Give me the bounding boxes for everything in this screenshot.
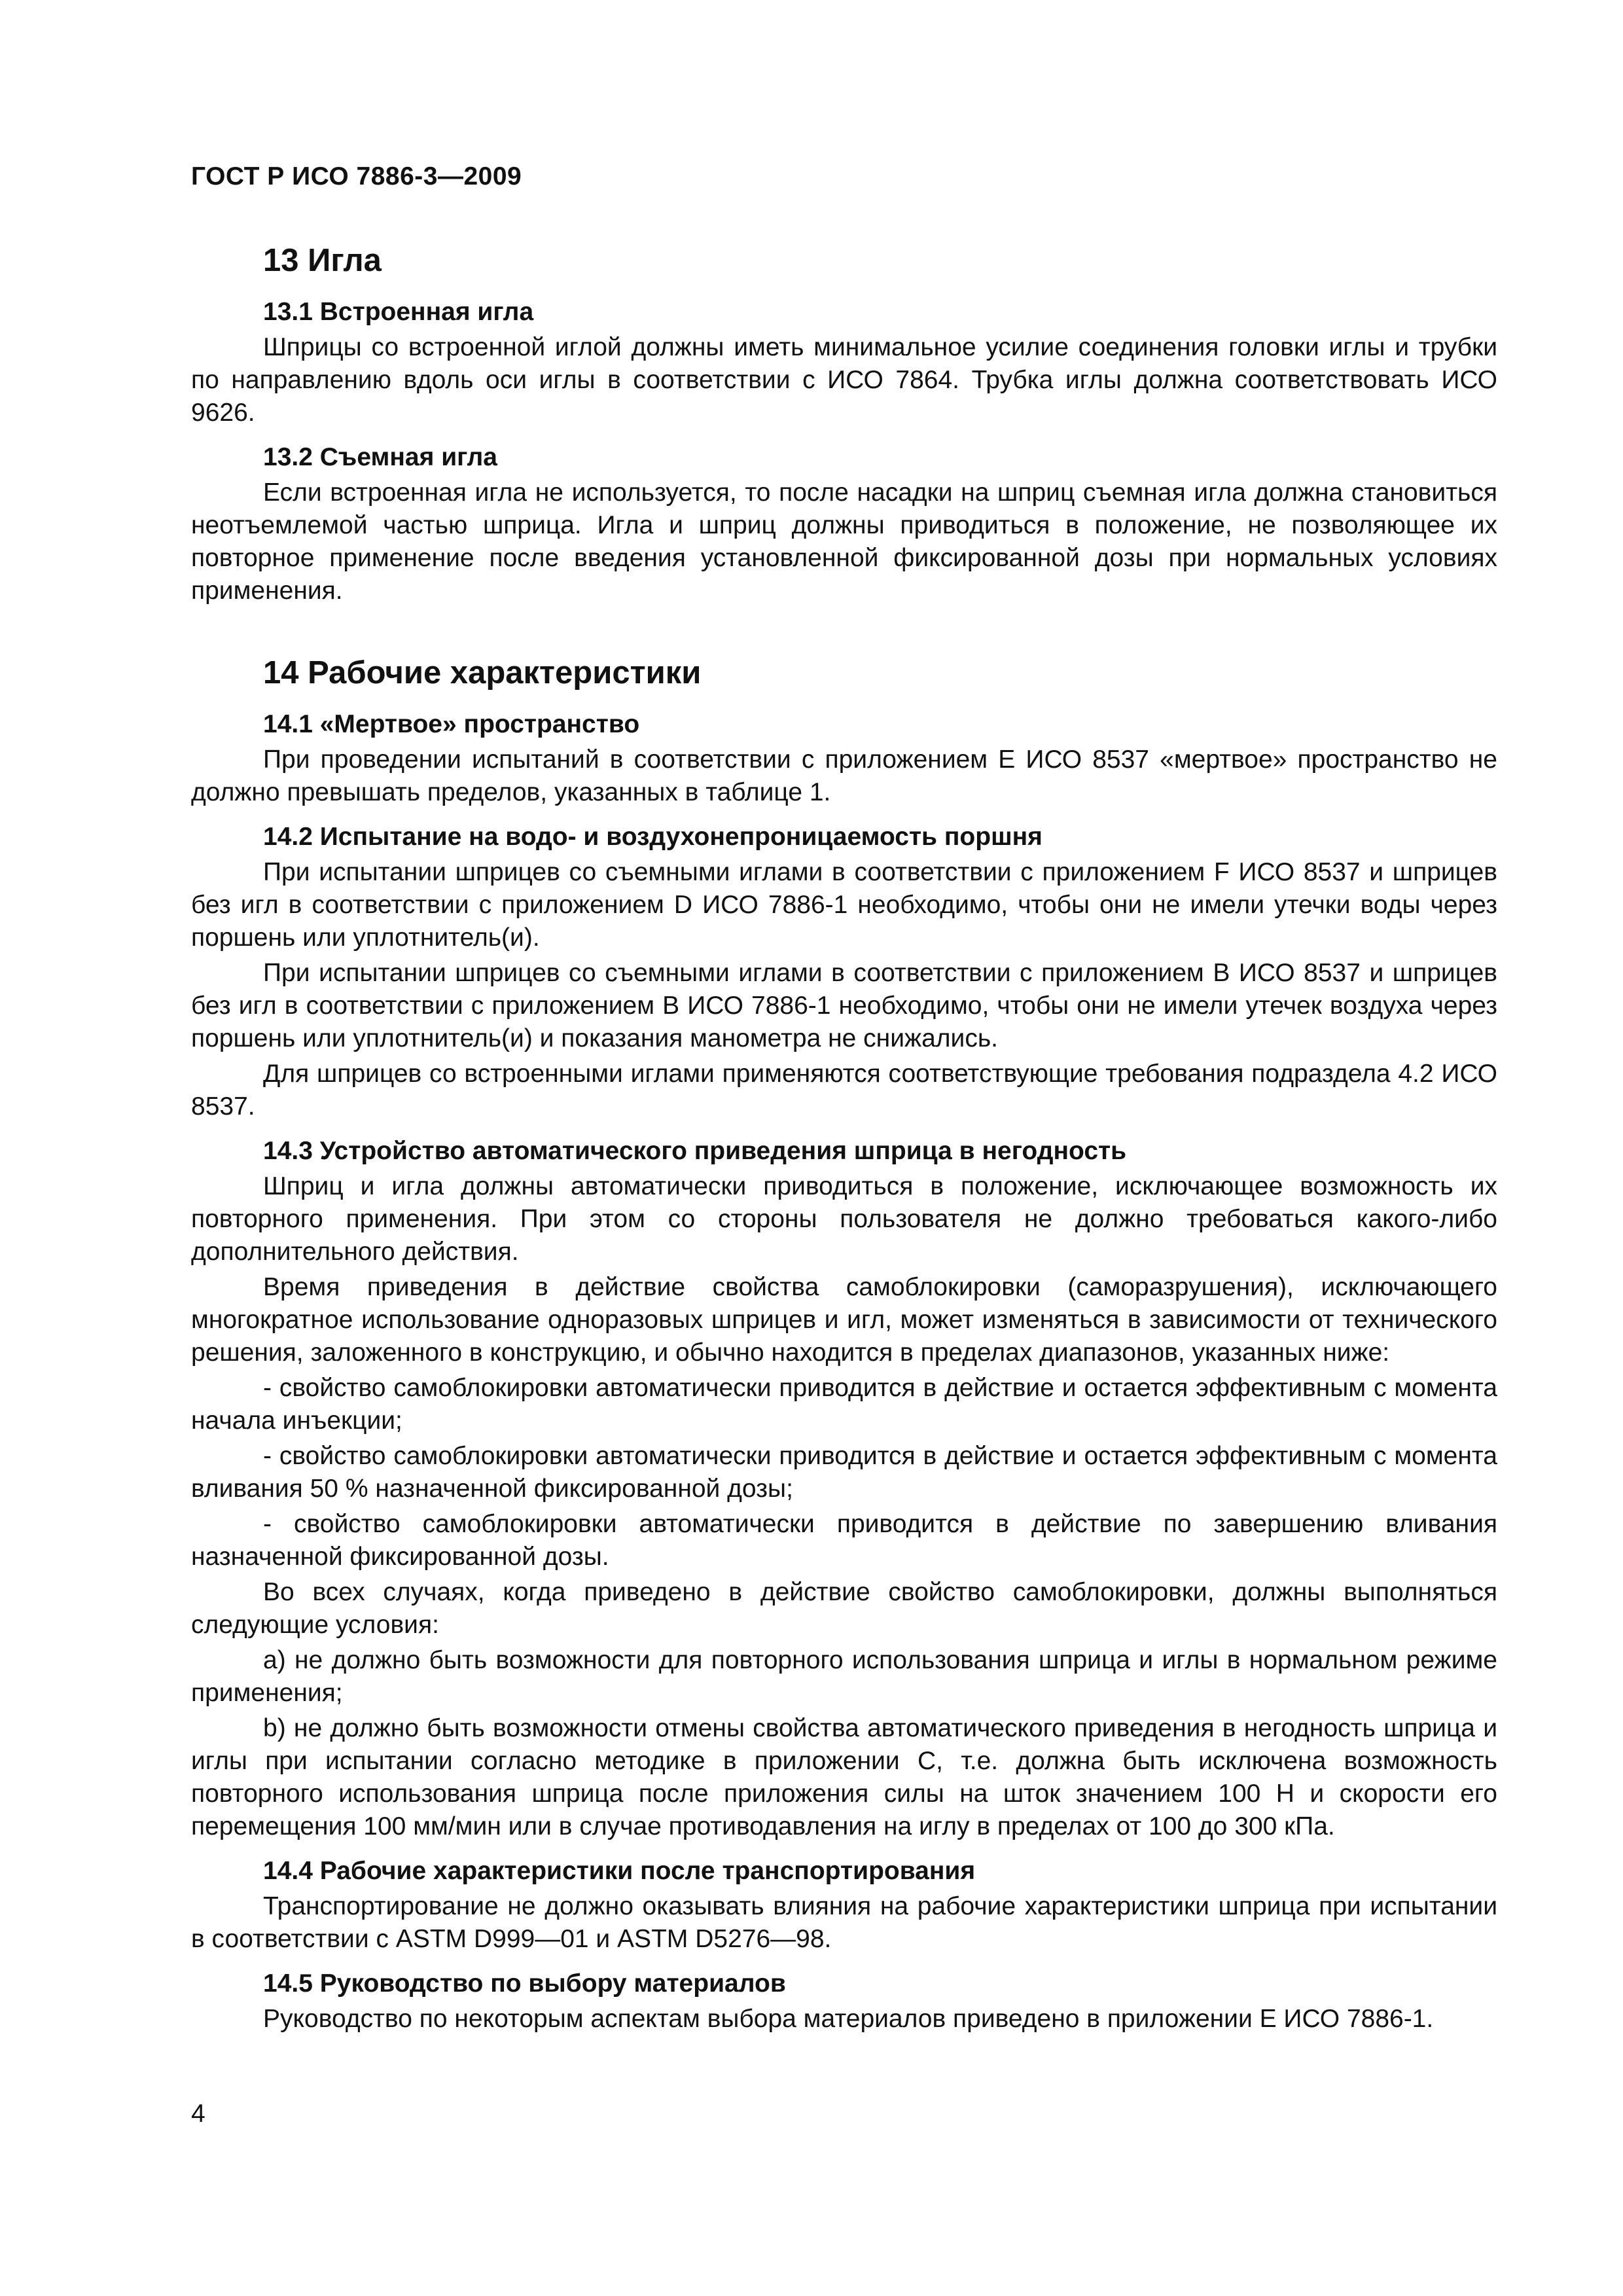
document-header: ГОСТ Р ИСО 7886-3—2009 [191,162,522,190]
list-item: - свойство самоблокировки автоматически приводится в действие по завершению вливания назначенной фиксированной дозы. [191,1510,1497,1571]
list-item: b) не должно быть возможности отмены свойства автоматического приведения в негодность шприца и иглы при испытании согласно методике в приложении С, т.е. должна быть исключена возможность повторного использования шприца после приложения силы на шток значением 100 Н и скорости его перемещения 100 мм/мин или в случае противодавления на иглу в пределах от 100 до 300 кПа. [191,1714,1497,1840]
subsection-14-4-heading: 14.4 Рабочие характеристики после транспортирования [263,1857,976,1885]
paragraph: При проведении испытаний в соответствии с приложением Е ИСО 8537 «мертвое» пространство не должно превышать пределов, указанных в таблице 1. [191,745,1497,806]
paragraph: При испытании шприцев со съемными иглами в соответствии с приложением F ИСО 8537 и шприцев без игл в соответствии с приложением D ИСО 7886-1 необходимо, чтобы они не имели утечки воды через поршень или уплотнитель(и). [191,858,1497,952]
subsection-13-2-heading: 13.2 Съемная игла [263,443,497,471]
paragraph: Руководство по некоторым аспектам выбора материалов приведено в приложении Е ИСО 7886-1. [263,2005,1434,2033]
paragraph: При испытании шприцев со съемными иглами в соответствии с приложением В ИСО 8537 и шприцев без игл в соответствии с приложением В ИСО 7886-1 необходимо, чтобы они не имели утечек воздуха через поршень или уплотнитель(и) и показания манометра не снижались. [191,959,1497,1052]
paragraph: Шприцы со встроенной иглой должны иметь минимальное усилие соединения головки иглы и трубки по направлению вдоль оси иглы в соответствии с ИСО 7864. Трубка иглы должна соответствовать ИСО 9626. [191,333,1497,427]
list-item: - свойство самоблокировки автоматически приводится в действие и остается эффективным с момента начала инъекции; [191,1374,1497,1435]
paragraph: Шприц и игла должны автоматически приводиться в положение, исключающее возможность их повторного применения. При этом со стороны пользователя не должно требоваться какого-либо дополнительного действия. [191,1172,1497,1266]
subsection-14-3-heading: 14.3 Устройство автоматического приведения шприца в негодность [263,1137,1127,1165]
paragraph: Транспортирование не должно оказывать влияния на рабочие характеристики шприца при испытании в соответствии с ASTM D999—01 и ASTM D5276—98. [191,1892,1497,1953]
subsection-13-1-heading: 13.1 Встроенная игла [263,298,534,326]
document-body [191,241,1497,2038]
paragraph: Время приведения в действие свойства самоблокировки (саморазрушения), исключающего многократное использование одноразовых шприцев и игл, может изменяться в зависимости от технического решения, заложенного в конструкцию, и обычно находится в пределах диапазонов, указанных ниже: [191,1273,1497,1367]
section-13-heading: 13 Игла [263,243,382,278]
list-item: а) не должно быть возможности для повторного использования шприца и иглы в нормальном режиме применения; [191,1646,1497,1707]
paragraph: Для шприцев со встроенными иглами применяются соответствующие требования подраздела 4.2 ИСО 8537. [191,1060,1497,1121]
page-number: 4 [191,2100,205,2128]
list-item: - свойство самоблокировки автоматически приводится в действие и остается эффективным с момента вливания 50 % назначенной фиксированной дозы; [191,1442,1497,1503]
subsection-14-2-heading: 14.2 Испытание на водо- и воздухонепроницаемость поршня [263,823,1043,851]
paragraph: Если встроенная игла не используется, то после насадки на шприц съемная игла должна становиться неотъемлемой частью шприца. Игла и шприц должны приводиться в положение, не позволяющее их повторное применение после введения установленной фиксированной дозы при нормальных условиях применения. [191,478,1497,605]
paragraph: Во всех случаях, когда приведено в действие свойство самоблокировки, должны выполняться следующие условия: [191,1578,1497,1639]
subsection-14-5-heading: 14.5 Руководство по выбору материалов [263,1969,786,1998]
subsection-14-1-heading: 14.1 «Мертвое» пространство [263,710,640,738]
section-14-heading: 14 Рабочие характеристики [263,655,702,691]
